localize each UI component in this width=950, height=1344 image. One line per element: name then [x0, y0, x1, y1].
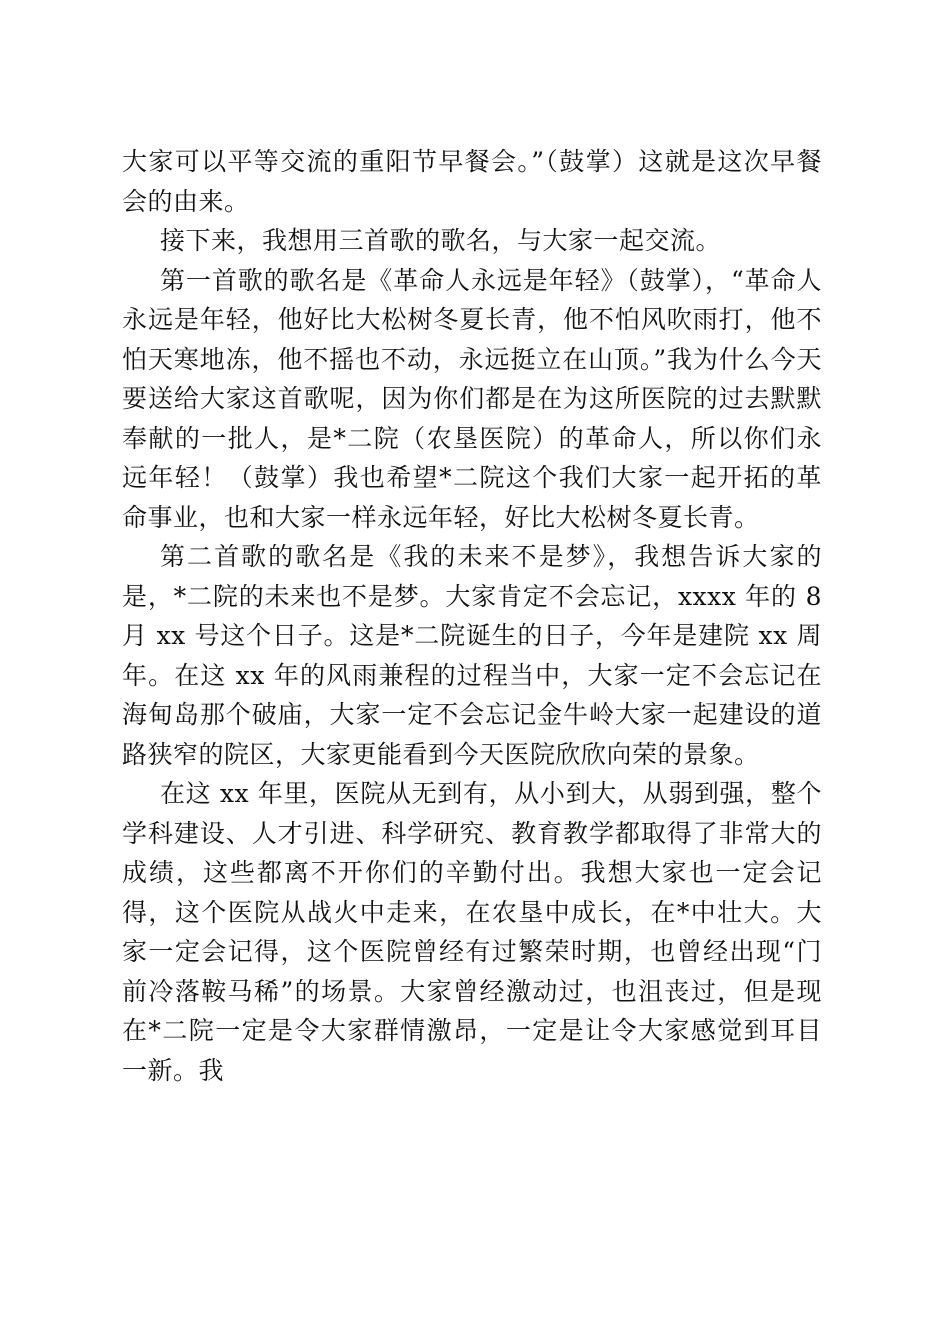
paragraph-continuation: 大家可以平等交流的重阳节早餐会。”（鼓掌）这就是这次早餐会的由来。: [122, 147, 822, 216]
document-body: [122, 142, 822, 1090]
paragraph-hospital-history: 在这 xx 年里，医院从无到有，从小到大，从弱到强，整个学科建设、人才引进、科学研究、教育教学都取得了非常大的成绩，这些都离不开你们的辛勤付出。我想大家也一定会记得，这个医院从战火中走来，在农垦中成长，在*中壮大。大家一定会记得，这个医院曾经有过繁荣时期，也曾经出现“门前冷落鞍马稀”的场景。大家曾经激动过，也沮丧过，但是现在*二院一定是令大家群情激昂，一定是让令大家感觉到耳目一新。我: [122, 779, 822, 1085]
paragraph-second-song: 第二首歌的歌名是《我的未来不是梦》，我想告诉大家的是，*二院的未来也不是梦。大家肯定不会忘记，xxxx 年的 8 月 xx 号这个日子。这是*二院诞生的日子，今年是建院 xx 周年。在这 xx 年的风雨兼程的过程当中，大家一定不会忘记在海甸岛那个破庙，大家一定不会忘记金牛岭大家一起建设的道路狭窄的院区，大家更能看到今天医院欣欣向荣的景象。: [122, 542, 822, 769]
paragraph-intro-songs: 接下来，我想用三首歌的歌名，与大家一起交流。: [160, 226, 722, 255]
paragraph-first-song: 第一首歌的歌名是《革命人永远是年轻》（鼓掌），“革命人永远是年轻，他好比大松树冬夏长青，他不怕风吹雨打，他不怕天寒地冻，他不摇也不动，永远挺立在山顶。”我为什么今天要送给大家这首歌呢，因为你们都是在为这所医院的过去默默奉献的一批人，是*二院（农垦医院）的革命人，所以你们永远年轻！（鼓掌）我也希望*二院这个我们大家一起开拓的革命事业，也和大家一样永远年轻，好比大松树冬夏长青。: [122, 265, 822, 532]
